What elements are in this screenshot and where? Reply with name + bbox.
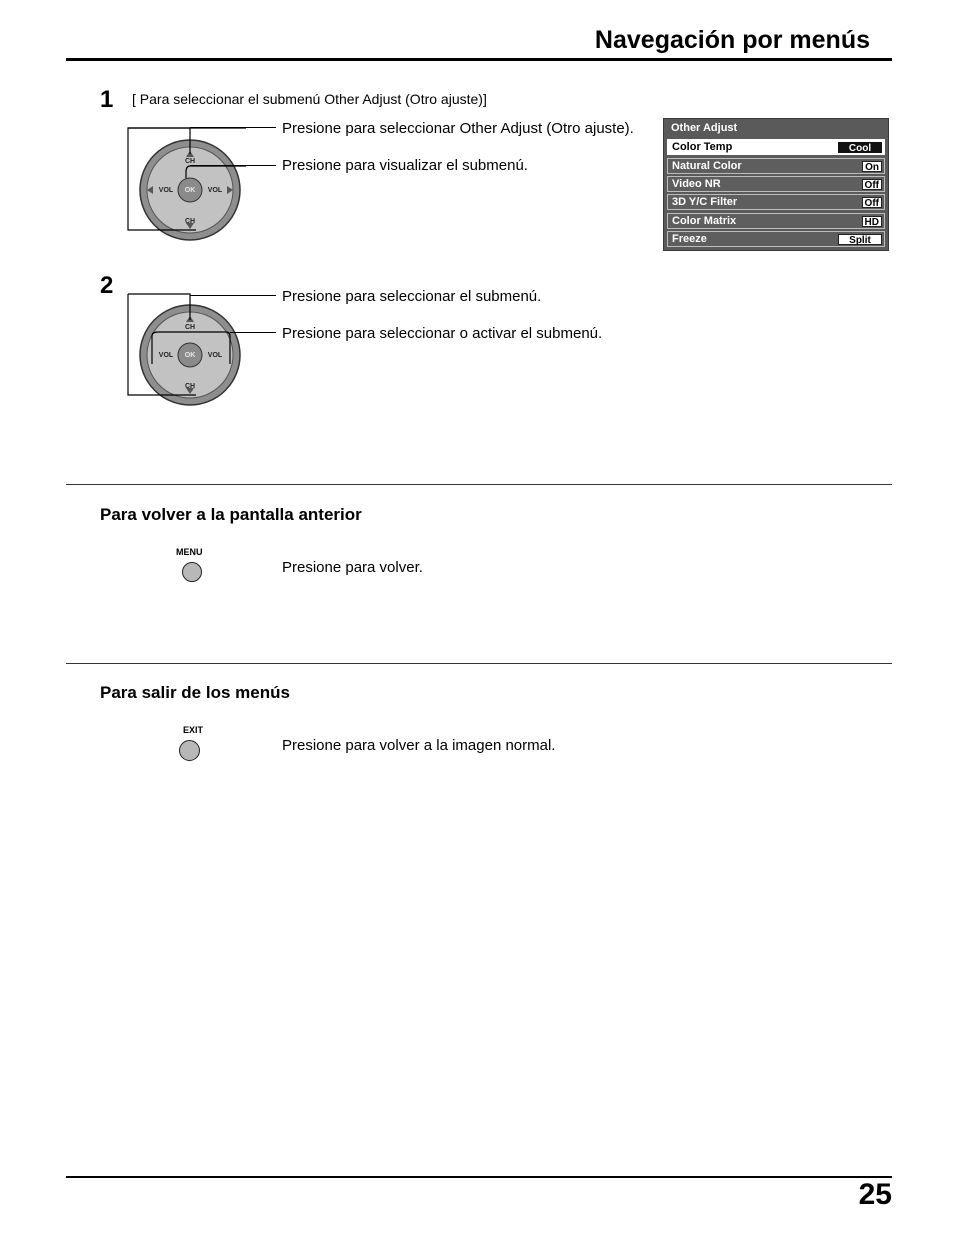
step-1-line-2: Presione para visualizar el submenú. xyxy=(282,157,528,174)
header-rule xyxy=(66,58,892,61)
step-2-line-1: Presione para seleccionar el submenú. xyxy=(282,288,542,305)
connector-line xyxy=(230,332,276,333)
step-2-number: 2 xyxy=(100,272,114,299)
osd-row-value: On xyxy=(862,161,882,172)
section-divider xyxy=(66,484,892,485)
remote-ch-top-label: CH xyxy=(184,324,196,331)
step-2-line-2: Presione para seleccionar o activar el submenú. xyxy=(282,325,603,342)
exit-button-label: EXIT xyxy=(183,725,204,735)
remote-ok-label: OK xyxy=(184,187,196,194)
remote-ok-label: OK xyxy=(184,352,196,359)
osd-row-value: Cool xyxy=(838,142,882,153)
osd-row-natural-color[interactable] xyxy=(667,158,885,174)
remote-vol-left-label: VOL xyxy=(158,187,174,194)
connector-line xyxy=(190,295,276,296)
back-text: Presione para volver. xyxy=(282,559,423,576)
exit-text: Presione para volver a la imagen normal. xyxy=(282,737,556,754)
osd-row-color-matrix[interactable] xyxy=(667,213,885,229)
osd-row-label: Freeze xyxy=(672,233,707,245)
menu-button-label: MENU xyxy=(176,547,203,557)
remote-vol-right-label: VOL xyxy=(207,187,223,194)
menu-button[interactable] xyxy=(182,562,202,582)
osd-row-label: Color Temp xyxy=(672,141,733,153)
osd-row-3d-yc-filter[interactable] xyxy=(667,194,885,210)
osd-row-value: Split xyxy=(838,234,882,245)
osd-row-color-temp[interactable] xyxy=(667,139,885,155)
exit-button[interactable] xyxy=(179,740,200,761)
osd-row-label: Video NR xyxy=(672,178,721,190)
section-divider xyxy=(66,663,892,664)
back-heading: Para volver a la pantalla anterior xyxy=(100,505,362,524)
other-adjust-menu xyxy=(663,118,889,251)
osd-row-freeze[interactable] xyxy=(667,231,885,247)
osd-row-video-nr[interactable] xyxy=(667,176,885,192)
osd-menu-title: Other Adjust xyxy=(671,122,738,134)
remote-ch-top-label: CH xyxy=(184,158,196,165)
remote-ch-bottom-label: CH xyxy=(184,383,196,390)
osd-row-label: 3D Y/C Filter xyxy=(672,196,738,208)
osd-row-label: Natural Color xyxy=(672,160,742,172)
exit-heading: Para salir de los menús xyxy=(100,683,290,702)
osd-row-label: Color Matrix xyxy=(672,215,737,227)
step-1-line-1: Presione para seleccionar Other Adjust (Otro ajuste). xyxy=(282,120,634,137)
page-number: 25 xyxy=(858,1178,892,1211)
remote-dpad-step-1 xyxy=(126,126,246,242)
osd-row-value: Off xyxy=(862,179,882,190)
remote-ch-bottom-label: CH xyxy=(184,218,196,225)
page-title: Navegación por menús xyxy=(594,26,870,54)
osd-row-value: HD xyxy=(862,216,882,227)
remote-vol-right-label: VOL xyxy=(207,352,223,359)
osd-row-value: Off xyxy=(862,197,882,208)
footer-rule xyxy=(66,1176,892,1178)
remote-dpad-step-2 xyxy=(126,292,246,408)
step-1-intro: [ Para seleccionar el submenú Other Adjust (Otro ajuste)] xyxy=(132,91,487,107)
connector-line xyxy=(190,127,276,128)
step-1-number: 1 xyxy=(100,86,114,113)
connector-line xyxy=(190,165,276,166)
remote-vol-left-label: VOL xyxy=(158,352,174,359)
